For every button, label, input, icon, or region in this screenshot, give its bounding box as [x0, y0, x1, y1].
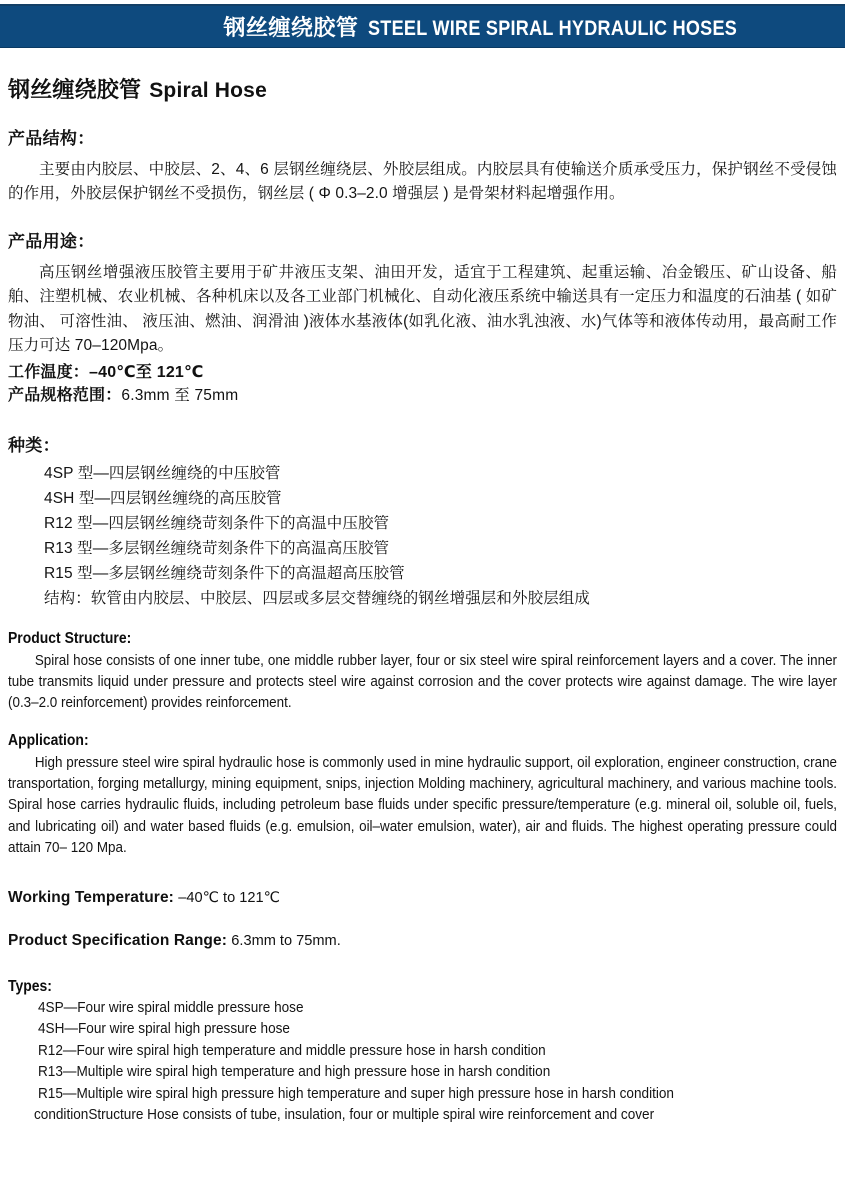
page-title	[8, 73, 837, 104]
section-body-application-cn: 高压钢丝增强液压胶管主要用于矿井液压支架、油田开发，适宜于工程建筑、起重运输、冶金锻压、矿山设备、船舶、注塑机械、农业机械、各种机床以及各工业部门机械化、自动化液压系统中输送具有一定压力和温度的石油基 ( 如矿物油、 可溶性油、 液压油、燃油、润滑油 )液体水基液体(如乳化液、油水乳浊液、水)气体等和液体传动用，最高耐工作压力可达 70–120Mpa。	[8, 263, 837, 355]
banner-title-english: STEEL WIRE SPIRAL HYDRAULIC HOSES	[368, 17, 738, 40]
list-item: R13 型—多层钢丝缠绕苛刻条件下的高温高压胶管	[44, 540, 390, 558]
working-temperature-label-cn: 工作温度：	[8, 363, 90, 381]
section-heading-application-cn: 产品用途：	[8, 231, 95, 251]
section-heading-structure-cn: 产品结构：	[8, 129, 95, 148]
list-item: R13—Multiple wire spiral high temperature and high pressure hose in harsh condition	[38, 1064, 551, 1081]
types-list-cn	[8, 461, 837, 612]
list-item: 结构：软管由内胶层、中胶层、四层或多层交替缠绕的钢丝增强层和外胶层组成	[44, 590, 591, 608]
working-temperature-label-en: Working Temperature:	[8, 888, 174, 906]
spec-range-label-cn: 产品规格范围：	[8, 386, 122, 404]
section-body-application-en: High pressure steel wire spiral hydraulic hose is commonly used in mine hydraulic support, oil exploration, engineer construction, crane transportation, forging metallurgy, mining equipment, snips, injection Molding machinery, agricultural machinery, and various machine tools. Spiral hose carries hydraulic fluids, including petroleum base fluids under specific pressure/temperature (e.g. mineral oil, soluble oil, fuels, and lubricating oil) and water based fluids (e.g. emulsion, oil–water emulsion, water), air and fluids. The highest operating pressure could attain 70– 120 Mpa.	[8, 755, 838, 856]
page-title-chinese: 钢丝缠绕胶管	[8, 77, 142, 102]
working-temperature-value-en: –40℃ to 121℃	[178, 889, 281, 906]
section-heading-types-en: Types:	[8, 977, 52, 995]
working-temperature-cn	[8, 359, 837, 382]
working-temperature-en	[8, 889, 837, 907]
spec-range-value-cn: 6.3mm 至 75mm	[121, 386, 239, 404]
section-heading-structure-en: Product Structure:	[8, 629, 132, 647]
section-heading-types-cn: 种类：	[8, 435, 60, 455]
list-item: R12 型—四层钢丝缠绕苛刻条件下的高温中压胶管	[44, 515, 390, 533]
spec-range-en	[8, 932, 837, 950]
list-item: R15—Multiple wire spiral high pressure high temperature and super high pressure hose in harsh condition	[38, 1085, 674, 1102]
page-title-english: Spiral Hose	[149, 79, 267, 102]
list-item: 4SP 型—四层钢丝缠绕的中压胶管	[44, 464, 281, 482]
list-item: 4SH 型—四层钢丝缠绕的高压胶管	[44, 490, 282, 508]
section-body-structure-en: Spiral hose consists of one inner tube, one middle rubber layer, four or six steel wire spiral reinforcement layers and a cover. The inner tube transmits liquid under pressure and protects steel wire against corrosion and the cover protects wire against damage. The wire layer (0.3–2.0 reinforcement) provides reinforcement.	[8, 652, 838, 711]
section-body-structure-cn: 主要由内胶层、中胶层、2、4、6 层钢丝缠绕层、外胶层组成。内胶层具有使输送介质承受压力，保护钢丝不受侵蚀的作用，外胶层保护钢丝不受损伤，钢丝层 ( Φ 0.3–2.0 增强层 ) 是骨架材料起增强作用。	[8, 161, 837, 203]
spec-range-cn	[8, 382, 837, 405]
section-heading-application-en: Application:	[8, 732, 89, 750]
document-body	[0, 48, 845, 1126]
spec-range-value-en: 6.3mm to 75mm.	[231, 932, 341, 949]
list-item: conditionStructure Hose consists of tube, insulation, four or multiple spiral wire reinforcement and cover	[34, 1107, 655, 1123]
page-header-banner	[0, 4, 845, 48]
spec-range-label-en: Product Specification Range:	[8, 931, 227, 949]
banner-title-group	[223, 11, 797, 42]
section-structure-en	[8, 630, 837, 714]
list-item: 4SP—Four wire spiral middle pressure hose	[38, 999, 304, 1016]
types-list-en	[8, 998, 837, 1127]
section-application-en	[8, 732, 837, 859]
banner-title-chinese: 钢丝缠绕胶管	[223, 16, 359, 41]
working-temperature-value-cn: –40℃至 121℃	[89, 363, 204, 381]
list-item: R12—Four wire spiral high temperature and middle pressure hose in harsh condition	[38, 1042, 546, 1059]
list-item: 4SH—Four wire spiral high pressure hose	[38, 1021, 290, 1038]
list-item: R15 型—多层钢丝缠绕苛刻条件下的高温超高压胶管	[44, 565, 405, 583]
